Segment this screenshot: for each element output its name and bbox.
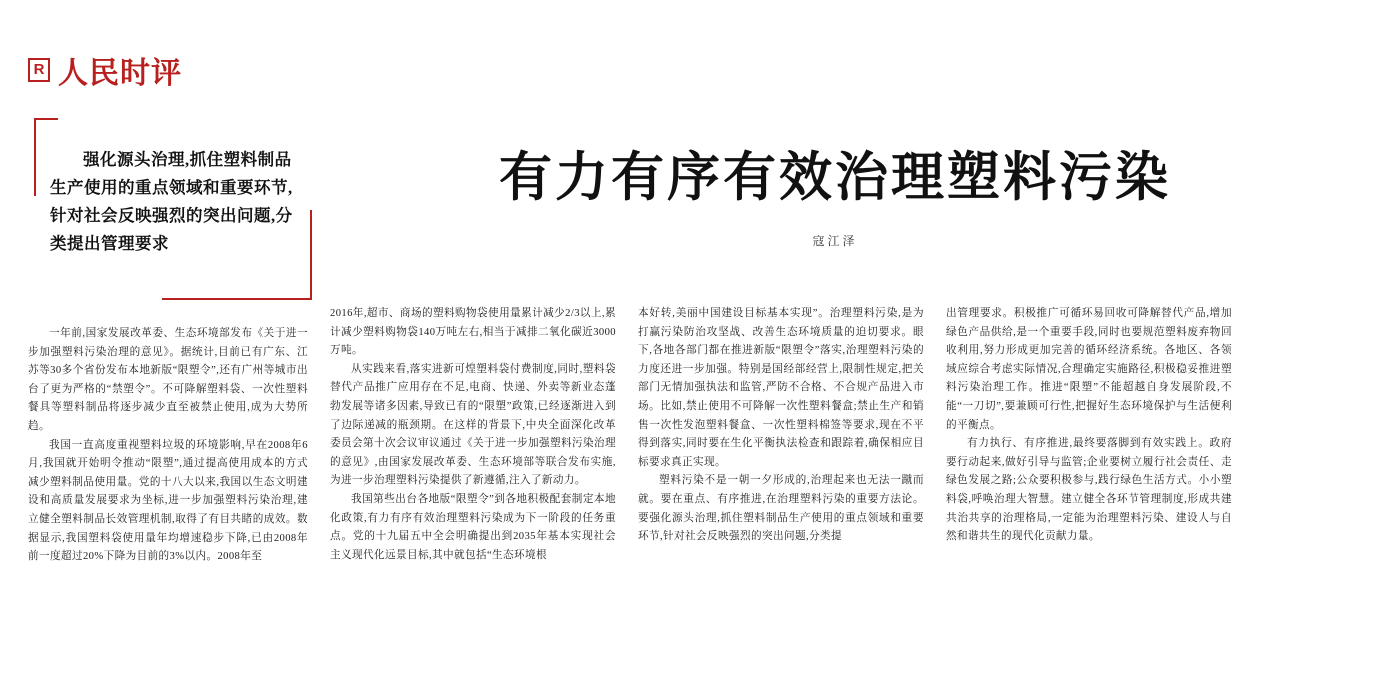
paragraph: 一年前,国家发展改革委、生态环境部发布《关于进一步加强塑料污染治理的意见》。据统计,目前已有广东、江苏等30多个省份发布本地新版“限塑令”,还有广州等城市出台了更为严格的“禁塑令”。不可降解塑料袋、一次性塑料餐具等塑料制品将逐步减少直至被禁止使用,成为大势所趋。 [28,328,308,432]
article-column-3 [638,305,924,685]
pull-quote-text: 强化源头治理,抓住塑料制品生产使用的重点领域和重要环节,针对社会反映强烈的突出问题,分类提出管理要求 [50,150,293,253]
paragraph: 2016年,超市、商场的塑料购物袋使用量累计减少2/3以上,累计减少塑料购物袋140万吨左右,相当于减排二氧化碳近3000万吨。 [330,308,616,357]
paragraph: 本好转,美丽中国建设目标基本实现”。治理塑料污染,是为打赢污染防治攻坚战、改善生态环境质量的迫切要求。眼下,各地各部门都在推进新版“限塑令”落实,治理塑料污染的力度还进一步加强。特别是国经部经营上,限制性规定,把关部门无情加强执法和监管,严防不合格、不合规产品进入市场。比如,禁止使用不可降解一次性塑料餐盒;禁止生产和销售一次性发泡塑料餐盒、一次性塑料棉签等要求,现在不平得到落实,同时要在生化平衡执法检查和跟踪着,确保相应目标要求真正实现。 [638,308,924,468]
renmin-logo-icon: R [28,58,50,82]
paragraph: 有力执行、有序推进,最终要落脚到有效实践上。政府要行动起来,做好引导与监管;企业要树立履行社会责任、走绿色发展之路;公众要积极参与,践行绿色生活方式。小小塑料袋,呼唤治理大智慧。建立健全各环节管理制度,形成共建共治共享的治理格局,一定能为治理塑料污染、建设人与自然和谐共生的现代化贡献力量。 [946,438,1232,543]
masthead-title: 人民时评 [58,57,182,90]
paragraph: 塑料污染不是一朝一夕形成的,治理起来也无法一蹴而就。要在重点、有序推进,在治理塑料污染的重要方法论。要强化源头治理,抓住塑料制品生产使用的重点领域和重要环节,针对社会反映强烈的突出问题,分类提 [638,475,924,543]
paragraph: 从实践来看,落实进新可煌塑料袋付费制度,同时,塑料袋替代产品推广应用存在不足,电商、快递、外卖等新业态蓬勃发展等诸多因素,导致已有的“限塑”政策,已经逐渐进入到了边际递减的瓶颈期。在这样的背景下,中央全面深化改革委员会第十次会议审议通过《关于进一步加强塑料污染治理的意见》,由国家发展改革委、生态环境部等联合发布实施,为进一步治理塑料污染提供了新遵循,注入了新动力。 [330,363,616,487]
paragraph: 我国一直高度重视塑料垃圾的环境影响,早在2008年6月,我国就开始明令推动“限塑”,通过提高使用成本的方式减少塑料制品使用量。党的十八大以来,我国以生态文明建设和高质量发展要求为坐标,进一步加强塑料污染治理,建立健全塑料制品长效管理机制,取得了有目共睹的成效。数据显示,我国塑料袋使用量年均增速稳步下降,已由2008年前一度超过20%下降为目前的3%以内。2008年至 [28,439,308,563]
article-column-1 [28,305,308,685]
article-columns [28,305,1372,685]
byline: 寇江泽 [812,234,858,248]
masthead [28,48,182,92]
article-column-2 [330,305,616,685]
pull-quote-box [34,118,312,300]
article-column-4 [946,305,1232,685]
paragraph: 出管理要求。积极推广可循环易回收可降解替代产品,增加绿色产品供给,是一个重要手段,同时也要规范塑料废弃物回收利用,努力形成更加完善的循环经济系统。各地区、各领域应综合考虑实际情况,合理确定实施路径,积极稳妥推进塑料污染治理工作。推进“限塑”不能超越自身发展阶段,不能“一刀切”,要兼顾可行性,把握好生态环境保护与生活便利的平衡点。 [946,308,1232,431]
page-title: 有力有序有效治理塑料污染 [499,149,1171,207]
paragraph: 我国第些出台各地版“限塑令”到各地积极配套制定本地化政策,有力有序有效治理塑料污染成为下一阶段的任务重点。党的十九届五中全会明确提出到2035年基本实现社会主义现代化远景目标,其中就包括“生态环境根 [330,493,616,561]
